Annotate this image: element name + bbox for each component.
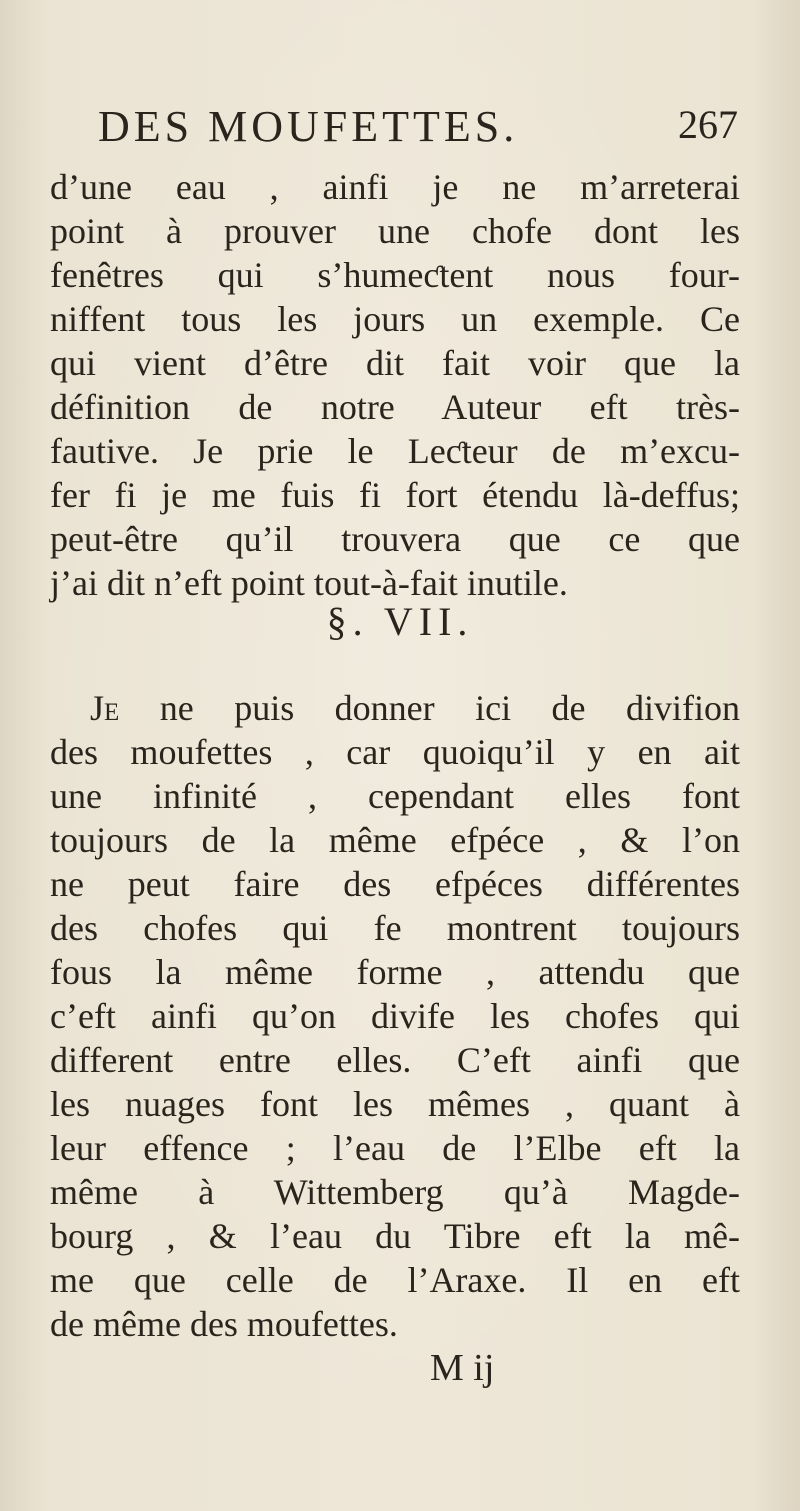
first-word: Je	[90, 688, 120, 728]
text-line: fous la même forme , attendu que	[50, 952, 740, 992]
page-number: 267	[678, 102, 738, 147]
running-title: DES MOUFETTES.	[98, 102, 519, 151]
text-line: fenêtres qui s’humeƈtent nous four-	[50, 255, 740, 295]
signature-mark: M ij	[430, 1347, 495, 1389]
text-line: d’une eau , ainfi je ne m’arreterai	[50, 167, 740, 207]
text-line: toujours de la même efpéce , & l’on	[50, 820, 740, 860]
text-line: qui vient d’être dit fait voir que la	[50, 343, 740, 383]
text-line: j’ai dit n’eft point tout-à-fait inutile.	[50, 563, 568, 603]
text-line: fer fi je me fuis fi fort étendu là-deffus;	[50, 475, 740, 515]
text-line: leur effence ; l’eau de l’Elbe eft la	[50, 1128, 740, 1168]
text-line: point à prouver une chofe dont les	[50, 211, 740, 251]
text-line: ne peut faire des efpéces différentes	[50, 864, 740, 904]
text-line: une infinité , cependant elles font	[50, 776, 740, 816]
section-heading: §. VII.	[326, 599, 474, 644]
running-head	[98, 101, 738, 161]
text-line: fautive. Je prie le Leƈteur de m’excu-	[50, 431, 740, 471]
text-line: bourg , & l’eau du Tibre eft la mê-	[50, 1216, 740, 1256]
text-line: des moufettes , car quoiqu’il y en ait	[50, 732, 740, 772]
text-line: peut-être qu’il trouvera que ce que	[50, 519, 740, 559]
text-line: les nuages font les mêmes , quant à	[50, 1084, 740, 1124]
text-line: des chofes qui fe montrent toujours	[50, 908, 740, 948]
text-line: me que celle de l’Araxe. Il en eft	[50, 1260, 740, 1300]
text-line	[50, 686, 740, 730]
text-line: different entre elles. C’eft ainfi que	[50, 1040, 740, 1080]
text-line: même à Wittemberg qu’à Magde-	[50, 1172, 740, 1212]
text-line: c’eft ainfi qu’on divife les chofes qui	[50, 996, 740, 1036]
text-line: de même des moufettes.	[50, 1304, 398, 1344]
text-line: niffent tous les jours un exemple. Ce	[50, 299, 740, 339]
text-line: définition de notre Auteur eft très-	[50, 387, 740, 427]
text-line-rest: ne puis donner ici de divifion	[119, 688, 740, 728]
